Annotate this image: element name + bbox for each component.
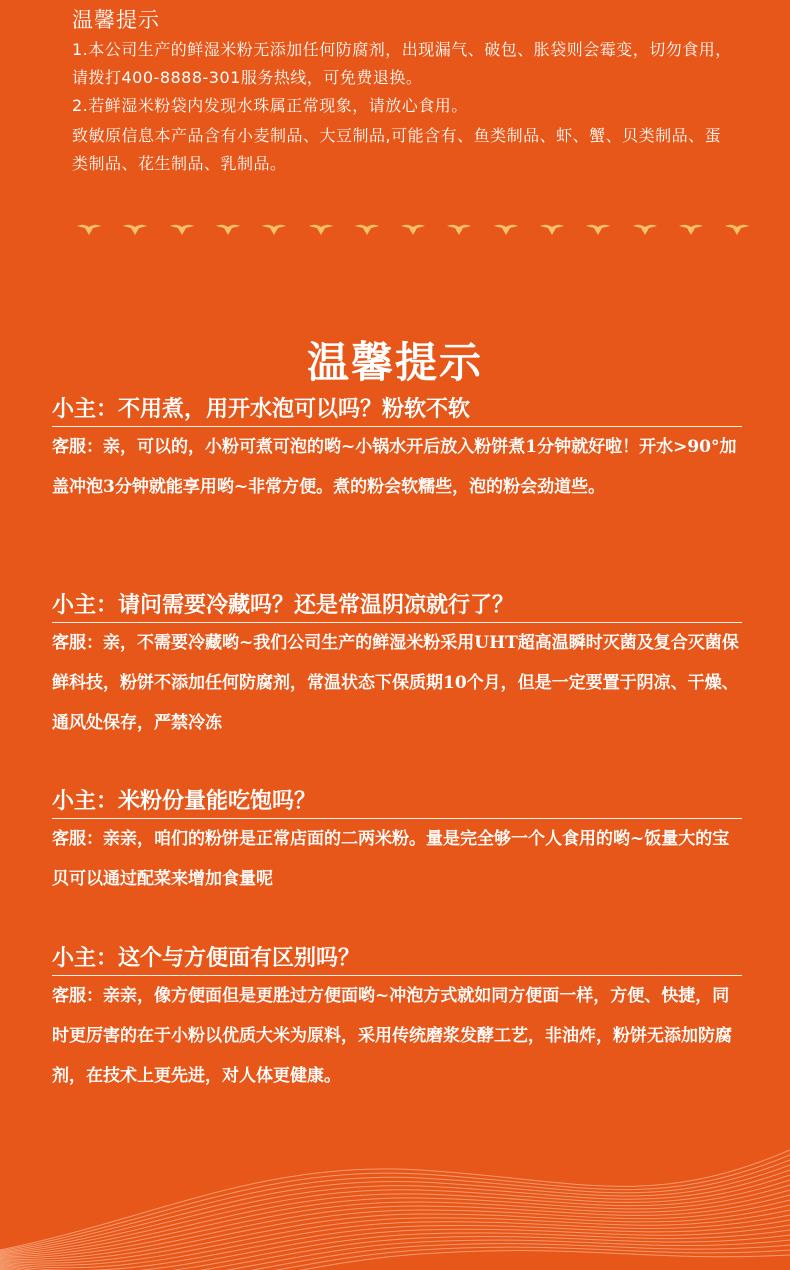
- main-title: 温馨提示: [306, 338, 483, 388]
- answer: 客服：亲亲，咱们的粉饼是正常店面的二两米粉。量是完全够一个人食用的哟~饭量大的宝贝可以通过配菜来增加食量呢: [52, 829, 730, 889]
- qa-item: [52, 394, 742, 507]
- ornament-icon: [585, 223, 611, 237]
- question: 小主：请问需要冷藏吗？还是常温阴凉就行了？: [52, 590, 742, 623]
- ornament-icon: [632, 223, 658, 237]
- ornament-icon: [122, 223, 148, 237]
- qa-item: [52, 786, 742, 899]
- notice-title: 温馨提示: [72, 8, 160, 32]
- ornament-icon: [724, 223, 750, 237]
- notice-item-2: 2.若鲜湿米粉袋内发现水珠属正常现象，请放心食用。: [72, 96, 468, 115]
- answer: 客服：亲亲，像方便面但是更胜过方便面哟~冲泡方式就如同方便面一样，方便、快捷，同时更厉害的在于小粉以优质大米为原料，采用传统磨浆发酵工艺，非油炸，粉饼无添加防腐剂，在技术上更先进，对人体更健康。: [52, 986, 732, 1086]
- allergen-info: 致敏原信息本产品含有小麦制品、大豆制品,可能含有、鱼类制品、虾、蟹、贝类制品、蛋类制品、花生制品、乳制品。: [72, 126, 722, 173]
- answer: 客服：亲，不需要冷藏哟~我们公司生产的鲜湿米粉采用UHT超高温瞬时灭菌及复合灭菌保鲜科技，粉饼不添加任何防腐剂，常温状态下保质期10个月，但是一定要置于阴凉、干燥、通风处保存，严禁冷冻: [52, 633, 739, 733]
- ornament-icon: [76, 223, 102, 237]
- ornament-icon: [215, 223, 241, 237]
- ornament-icon: [308, 223, 334, 237]
- notice-item-1: 1.本公司生产的鲜湿米粉无添加任何防腐剂，出现漏气、破包、胀袋则会霉变，切勿食用，请拨打400-8888-301服务热线，可免费退换。: [72, 40, 732, 87]
- ornament-icon: [493, 223, 519, 237]
- wave-lines-decoration: [0, 1140, 790, 1270]
- wave-line: [0, 1170, 790, 1254]
- answer: 客服：亲，可以的，小粉可煮可泡的哟~小锅水开后放入粉饼煮1分钟就好啦！开水>90°加盖冲泡3分钟就能享用哟~非常方便。煮的粉会软糯些，泡的粉会劲道些。: [52, 437, 737, 497]
- ornament-icon: [400, 223, 426, 237]
- ornament-divider: [0, 223, 790, 243]
- wave-line: [0, 1230, 790, 1270]
- ornament-icon: [261, 223, 287, 237]
- ornament-icon: [446, 223, 472, 237]
- qa-item: [52, 590, 742, 743]
- wave-line: [0, 1251, 790, 1270]
- notice-section: [0, 0, 790, 270]
- ornament-icon: [539, 223, 565, 237]
- question: 小主：不用煮，用开水泡可以吗？粉软不软: [52, 394, 742, 427]
- question: 小主：这个与方便面有区别吗？: [52, 943, 742, 976]
- ornament-icon: [169, 223, 195, 237]
- ornament-icon: [354, 223, 380, 237]
- ornament-icon: [678, 223, 704, 237]
- qa-item: [52, 943, 742, 1096]
- question: 小主：米粉份量能吃饱吗？: [52, 786, 742, 819]
